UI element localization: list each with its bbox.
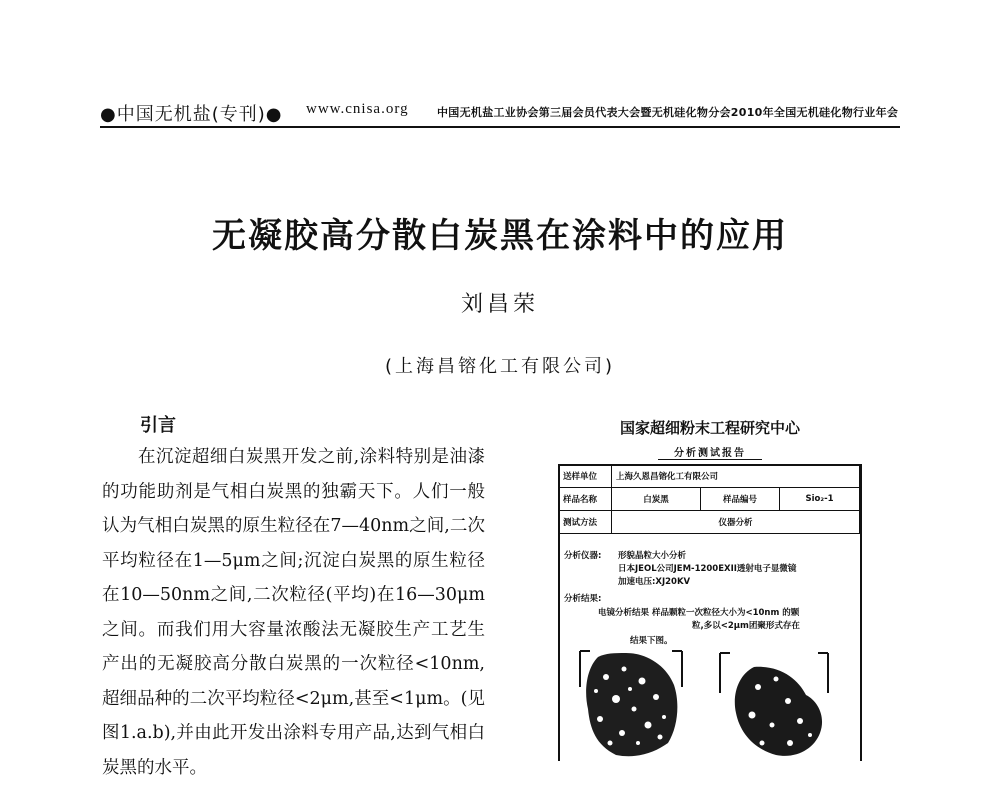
table-row [559,511,860,534]
report-subtitle-underline [658,459,762,460]
article-affiliation: (上海昌镕化工有限公司) [384,356,616,377]
instrument-line: 形貌晶粒大小分析 [618,551,687,561]
table-row [559,488,860,511]
table-cell: 送样单位 [559,465,612,488]
article-title: 无凝胶高分散白炭黑在涂料中的应用 [212,216,788,256]
table-cell: 样品编号 [701,488,780,511]
table-cell: 样品名称 [559,488,612,511]
journal-name: ●中国无机盐(专刊)● [100,104,283,125]
section-heading: 引言 [140,415,176,436]
report-center: 国家超细粉末工程研究中心 [619,419,800,437]
table-cell: 仪器分析 [612,511,860,534]
micrograph-a [576,647,686,759]
body-paragraph: 在沉淀超细白炭黑开发之前,涂料特别是油漆的功能助剂是气相白炭黑的独霸天下。人们一般认为气相白炭黑的原生粒径在7—40nm之间,二次平均粒径在1—5μm之间;沉淀白炭黑的原生粒径在10—50nm之间,二次粒径(平均)在16—30μm之间。而我们用大容量浓酸法无凝胶生产工艺生产出的无凝胶高分散白炭黑的一次粒径<10nm,超细品种的二次平均粒径<2μm,甚至<1μm。(见图1.a.b),并由此开发出涂料专用产品,达到气相白炭黑的水平。 [102,447,485,778]
result-line: 结果下图。 [630,636,673,646]
instrument-line: 加速电压:XJ20KV [618,577,691,587]
instrument-line: 日本JEOL公司JEM-1200EXII透射电子显微镜 [618,564,797,574]
table-cell: Sio₂-1 [780,488,860,511]
journal-header [100,94,900,124]
instrument-label: 分析仪器: [564,551,602,561]
micrograph-b [714,649,834,759]
result-label: 分析结果: [564,594,602,604]
analysis-report-figure [550,412,870,759]
article-author: 刘昌荣 [460,292,539,317]
journal-url[interactable]: www.cnisa.org [306,101,409,117]
result-line: 粒,多以<2μm团聚形式存在 [692,621,800,631]
table-row [559,465,860,488]
header-rule [100,126,900,128]
table-cell: 上海久恩昌镕化工有限公司 [612,465,860,488]
table-cell: 白炭黑 [612,488,701,511]
report-table [558,464,860,534]
report-subtitle: 分析测试报告 [674,448,746,459]
table-cell: 测试方法 [559,511,612,534]
result-line: 电镜分析结果 样品颗粒一次粒径大小为<10nm 的颗 [598,608,800,618]
conference-name: 中国无机盐工业协会第三届会员代表大会暨无机硅化物分会2010年全国无机硅化物行业年会 [437,106,899,119]
